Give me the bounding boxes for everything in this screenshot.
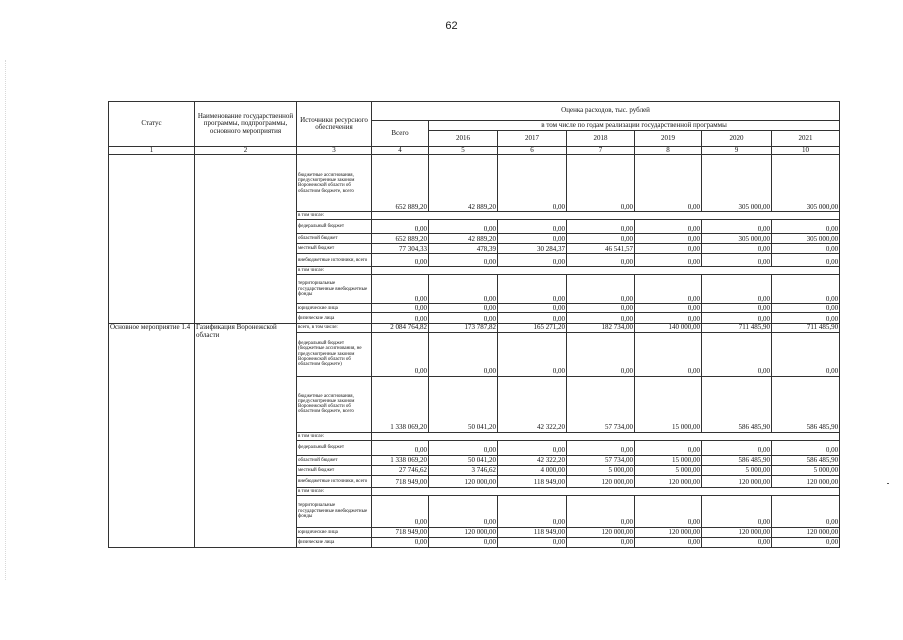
source-cell: в том числе:	[297, 487, 372, 495]
year-value-cell: 173 787,82	[429, 324, 498, 332]
year-value-cell: 711 485,90	[772, 324, 840, 332]
page-number: 62	[445, 20, 458, 32]
header-estimate: Оценка расходов, тыс. рублей	[372, 102, 840, 121]
year-value-cell: 0,00	[498, 155, 567, 212]
column-number: 8	[635, 147, 702, 155]
year-value-cell: 5 000,00	[635, 465, 702, 475]
year-value-cell: 586 485,90	[702, 455, 772, 465]
year-value-cell: 0,00	[772, 275, 840, 304]
scan-speck	[887, 483, 889, 484]
year-value-cell: 120 000,00	[429, 527, 498, 537]
year-value-cell: 118 949,00	[498, 475, 567, 487]
empty-value-cell	[372, 432, 840, 440]
total-value-cell: 0,00	[372, 313, 429, 324]
total-value-cell: 0,00	[372, 304, 429, 313]
year-value-cell: 0,00	[429, 254, 498, 267]
year-value-cell: 120 000,00	[567, 475, 635, 487]
source-cell: территориальные государственные внебюджетные фонды	[297, 275, 372, 304]
year-value-cell: 0,00	[702, 440, 772, 455]
header-year: 2018	[567, 131, 635, 147]
year-value-cell: 0,00	[429, 220, 498, 234]
year-value-cell: 0,00	[635, 495, 702, 527]
source-cell: в том числе:	[297, 267, 372, 275]
year-value-cell: 0,00	[429, 537, 498, 547]
budget-table	[108, 101, 840, 548]
source-cell: федеральный бюджет	[297, 220, 372, 234]
year-value-cell: 0,00	[772, 495, 840, 527]
year-value-cell: 0,00	[567, 313, 635, 324]
year-value-cell: 42 889,20	[429, 234, 498, 244]
header-by-years: в том числе по годам реализации государственной программы	[429, 121, 840, 131]
year-value-cell: 0,00	[635, 220, 702, 234]
year-value-cell: 0,00	[635, 254, 702, 267]
program-name-cell: Газификация Воронежской области	[195, 324, 297, 547]
year-value-cell: 120 000,00	[635, 475, 702, 487]
header-year: 2017	[498, 131, 567, 147]
year-value-cell: 0,00	[702, 254, 772, 267]
year-value-cell: 0,00	[498, 537, 567, 547]
year-value-cell: 0,00	[498, 440, 567, 455]
scan-edge-line	[5, 60, 6, 580]
source-cell: местный бюджет	[297, 465, 372, 475]
total-value-cell: 0,00	[372, 440, 429, 455]
header-program-name: Наименование государственной программы, подпрограммы, основного мероприятия	[195, 102, 297, 147]
year-value-cell: 140 000,00	[635, 324, 702, 332]
year-value-cell: 42 322,20	[498, 376, 567, 432]
header-year: 2021	[772, 131, 840, 147]
header-year: 2020	[702, 131, 772, 147]
header-sources: Источники ресурсного обеспечения	[297, 102, 372, 147]
year-value-cell: 0,00	[635, 332, 702, 376]
table-row	[109, 324, 840, 332]
year-value-cell: 5 000,00	[567, 465, 635, 475]
column-number: 6	[498, 147, 567, 155]
year-value-cell: 0,00	[567, 220, 635, 234]
year-value-cell: 0,00	[702, 537, 772, 547]
header-year: 2019	[635, 131, 702, 147]
empty-value-cell	[372, 267, 840, 275]
year-value-cell: 0,00	[498, 332, 567, 376]
year-value-cell: 0,00	[429, 332, 498, 376]
total-value-cell: 718 949,00	[372, 527, 429, 537]
total-value-cell: 652 889,20	[372, 155, 429, 212]
column-number: 2	[195, 147, 297, 155]
year-value-cell: 0,00	[635, 275, 702, 304]
year-value-cell: 711 485,90	[702, 324, 772, 332]
year-value-cell: 0,00	[567, 495, 635, 527]
source-cell: физические лица	[297, 537, 372, 547]
source-cell: юридические лица	[297, 527, 372, 537]
year-value-cell: 57 734,00	[567, 455, 635, 465]
year-value-cell: 0,00	[429, 275, 498, 304]
year-value-cell: 478,39	[429, 244, 498, 254]
total-value-cell: 0,00	[372, 275, 429, 304]
year-value-cell: 305 000,00	[702, 155, 772, 212]
year-value-cell: 0,00	[498, 234, 567, 244]
year-value-cell: 0,00	[772, 313, 840, 324]
source-cell: юридические лица	[297, 304, 372, 313]
total-value-cell: 652 889,20	[372, 234, 429, 244]
column-number: 5	[429, 147, 498, 155]
status-cell: Основное мероприятие 1.4	[109, 324, 195, 547]
column-numbers-row	[109, 147, 840, 155]
year-value-cell: 0,00	[567, 537, 635, 547]
column-number: 10	[772, 147, 840, 155]
year-value-cell: 0,00	[567, 155, 635, 212]
year-value-cell: 586 485,90	[772, 455, 840, 465]
year-value-cell: 0,00	[567, 275, 635, 304]
year-value-cell: 0,00	[772, 304, 840, 313]
empty-value-cell	[372, 212, 840, 220]
year-value-cell: 0,00	[635, 537, 702, 547]
year-value-cell: 586 485,90	[772, 376, 840, 432]
year-value-cell: 4 000,00	[498, 465, 567, 475]
year-value-cell: 0,00	[498, 495, 567, 527]
year-value-cell: 3 746,62	[429, 465, 498, 475]
year-value-cell: 120 000,00	[772, 527, 840, 537]
year-value-cell: 15 000,00	[635, 455, 702, 465]
total-value-cell: 77 304,33	[372, 244, 429, 254]
source-cell: федеральный бюджет (бюджетные ассигнования, не предусмотренные законом Воронежской области об областном бюджете)	[297, 332, 372, 376]
year-value-cell: 0,00	[567, 440, 635, 455]
year-value-cell: 0,00	[702, 244, 772, 254]
column-number: 1	[109, 147, 195, 155]
year-value-cell: 0,00	[772, 537, 840, 547]
year-value-cell: 46 541,57	[567, 244, 635, 254]
column-number: 3	[297, 147, 372, 155]
year-value-cell: 165 271,20	[498, 324, 567, 332]
year-value-cell: 0,00	[635, 304, 702, 313]
year-value-cell: 586 485,90	[702, 376, 772, 432]
year-value-cell: 0,00	[567, 304, 635, 313]
year-value-cell: 0,00	[498, 254, 567, 267]
column-number: 7	[567, 147, 635, 155]
year-value-cell: 0,00	[702, 304, 772, 313]
year-value-cell: 305 000,00	[772, 234, 840, 244]
year-value-cell: 120 000,00	[429, 475, 498, 487]
year-value-cell: 182 734,00	[567, 324, 635, 332]
source-cell: территориальные государственные внебюджетные фонды	[297, 495, 372, 527]
year-value-cell: 0,00	[429, 313, 498, 324]
source-cell: областной бюджет	[297, 234, 372, 244]
year-value-cell: 0,00	[635, 440, 702, 455]
year-value-cell: 0,00	[429, 495, 498, 527]
year-value-cell: 120 000,00	[702, 527, 772, 537]
year-value-cell: 30 284,37	[498, 244, 567, 254]
program-name-cell	[195, 155, 297, 324]
total-value-cell: 0,00	[372, 254, 429, 267]
year-value-cell: 120 000,00	[702, 475, 772, 487]
year-value-cell: 0,00	[567, 254, 635, 267]
source-cell: бюджетные ассигнования, предусмотренные законом Воронежской области об областном бюджете, всего	[297, 376, 372, 432]
source-cell: областной бюджет	[297, 455, 372, 465]
total-value-cell: 1 338 069,20	[372, 455, 429, 465]
total-value-cell: 0,00	[372, 332, 429, 376]
header-year: 2016	[429, 131, 498, 147]
year-value-cell: 0,00	[702, 220, 772, 234]
year-value-cell: 0,00	[772, 244, 840, 254]
year-value-cell: 0,00	[635, 155, 702, 212]
year-value-cell: 0,00	[702, 332, 772, 376]
total-value-cell: 0,00	[372, 495, 429, 527]
year-value-cell: 0,00	[498, 220, 567, 234]
year-value-cell: 50 041,20	[429, 455, 498, 465]
year-value-cell: 0,00	[772, 220, 840, 234]
year-value-cell: 118 949,00	[498, 527, 567, 537]
year-value-cell: 0,00	[498, 275, 567, 304]
year-value-cell: 0,00	[702, 313, 772, 324]
year-value-cell: 0,00	[429, 304, 498, 313]
year-value-cell: 5 000,00	[772, 465, 840, 475]
year-value-cell: 0,00	[635, 313, 702, 324]
year-value-cell: 0,00	[772, 332, 840, 376]
year-value-cell: 0,00	[498, 304, 567, 313]
year-value-cell: 305 000,00	[702, 234, 772, 244]
year-value-cell: 120 000,00	[772, 475, 840, 487]
year-value-cell: 5 000,00	[702, 465, 772, 475]
source-cell: внебюджетные источники, всего	[297, 254, 372, 267]
source-cell: всего, в том числе:	[297, 324, 372, 332]
total-value-cell: 2 084 764,82	[372, 324, 429, 332]
source-cell: физические лица	[297, 313, 372, 324]
source-cell: федеральный бюджет	[297, 440, 372, 455]
source-cell: в том числе:	[297, 212, 372, 220]
empty-value-cell	[372, 487, 840, 495]
total-value-cell: 0,00	[372, 537, 429, 547]
year-value-cell: 0,00	[772, 440, 840, 455]
year-value-cell: 0,00	[702, 495, 772, 527]
source-cell: внебюджетные источники, всего	[297, 475, 372, 487]
year-value-cell: 0,00	[567, 332, 635, 376]
column-number: 4	[372, 147, 429, 155]
year-value-cell: 42 322,20	[498, 455, 567, 465]
source-cell: бюджетные ассигнования, предусмотренные законом Воронежской области об областном бюджете, всего	[297, 155, 372, 212]
year-value-cell: 120 000,00	[567, 527, 635, 537]
total-value-cell: 0,00	[372, 220, 429, 234]
year-value-cell: 57 734,00	[567, 376, 635, 432]
header-status: Статус	[109, 102, 195, 147]
year-value-cell: 120 000,00	[635, 527, 702, 537]
year-value-cell: 305 000,00	[772, 155, 840, 212]
total-value-cell: 27 746,62	[372, 465, 429, 475]
source-cell: местный бюджет	[297, 244, 372, 254]
header-total: Всего	[372, 121, 429, 147]
year-value-cell: 0,00	[567, 234, 635, 244]
year-value-cell: 0,00	[498, 313, 567, 324]
year-value-cell: 42 889,20	[429, 155, 498, 212]
year-value-cell: 0,00	[429, 440, 498, 455]
table-row	[109, 155, 840, 212]
source-cell: в том числе:	[297, 432, 372, 440]
year-value-cell: 50 041,20	[429, 376, 498, 432]
year-value-cell: 0,00	[702, 275, 772, 304]
year-value-cell: 0,00	[635, 244, 702, 254]
year-value-cell: 0,00	[772, 254, 840, 267]
total-value-cell: 718 949,00	[372, 475, 429, 487]
year-value-cell: 0,00	[635, 234, 702, 244]
status-cell	[109, 155, 195, 324]
total-value-cell: 1 338 069,20	[372, 376, 429, 432]
year-value-cell: 15 000,00	[635, 376, 702, 432]
column-number: 9	[702, 147, 772, 155]
